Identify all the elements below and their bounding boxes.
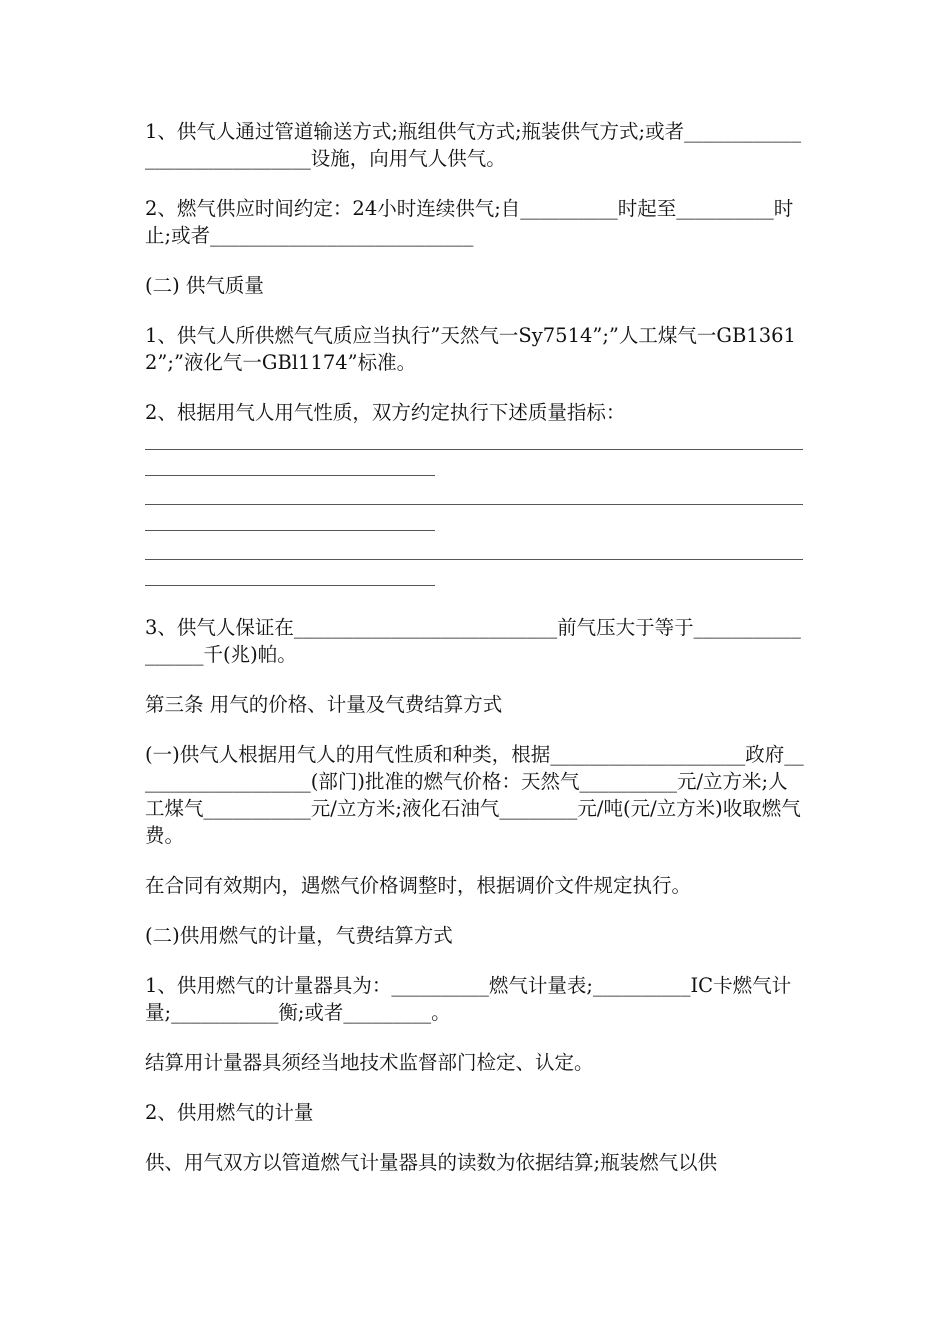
section-heading-quality: (二) 供气质量	[145, 274, 264, 297]
blank-underline-short	[145, 475, 435, 476]
blank-underline-full	[145, 559, 803, 560]
clause-quality-indicators: 2、根据用气人用气性质，双方约定执行下述质量指标：	[145, 401, 626, 424]
document-page	[145, 118, 807, 1199]
clause-price: (一)供气人根据用气人的用气性质和种类，根据____________________政府___________________(部门)批准的燃气价格：天然气__________元/立方米;人工煤气___________元/立方米;液化石油气________元/吨(元/立方米)收取燃气费。	[145, 743, 804, 847]
clause-meter-certification: 结算用计量器具须经当地技术监督部门检定、认定。	[145, 1051, 594, 1074]
clause-meter-types: 1、供用燃气的计量器具为：__________燃气计量表;__________IC卡燃气计量;___________衡;或者_________。	[145, 974, 792, 1024]
clause-supply-method: 1、供气人通过管道输送方式;瓶组供气方式;瓶装供气方式;或者_____________________________设施，向用气人供气。	[145, 120, 802, 170]
blank-underline-full	[145, 504, 803, 505]
article-three-heading: 第三条 用气的价格、计量及气费结算方式	[145, 693, 503, 716]
blank-fill-line-3	[145, 559, 807, 586]
clause-gas-standard: 1、供气人所供燃气气质应当执行”天然气一Sy7514”;”人工煤气一GB13612”;”液化气一GBl1174”标准。	[145, 324, 796, 374]
blank-fill-line-2	[145, 504, 807, 531]
blank-fill-line-1	[145, 449, 807, 476]
clause-metering-heading: 2、供用燃气的计量	[145, 1101, 314, 1124]
clause-settlement-basis: 供、用气双方以管道燃气计量器具的读数为依据结算;瓶装燃气以供	[145, 1151, 718, 1174]
clause-price-adjustment: 在合同有效期内，遇燃气价格调整时，根据调价文件规定执行。	[145, 874, 692, 897]
clause-supply-time: 2、燃气供应时间约定：24小时连续供气;自__________时起至__________时止;或者___________________________	[145, 197, 794, 247]
blank-underline-short	[145, 585, 435, 586]
section-heading-metering: (二)供用燃气的计量，气费结算方式	[145, 924, 453, 947]
blank-underline-short	[145, 530, 435, 531]
blank-underline-full	[145, 449, 803, 450]
clause-pressure: 3、供气人保证在___________________________前气压大于等于_________________千(兆)帕。	[145, 616, 801, 666]
